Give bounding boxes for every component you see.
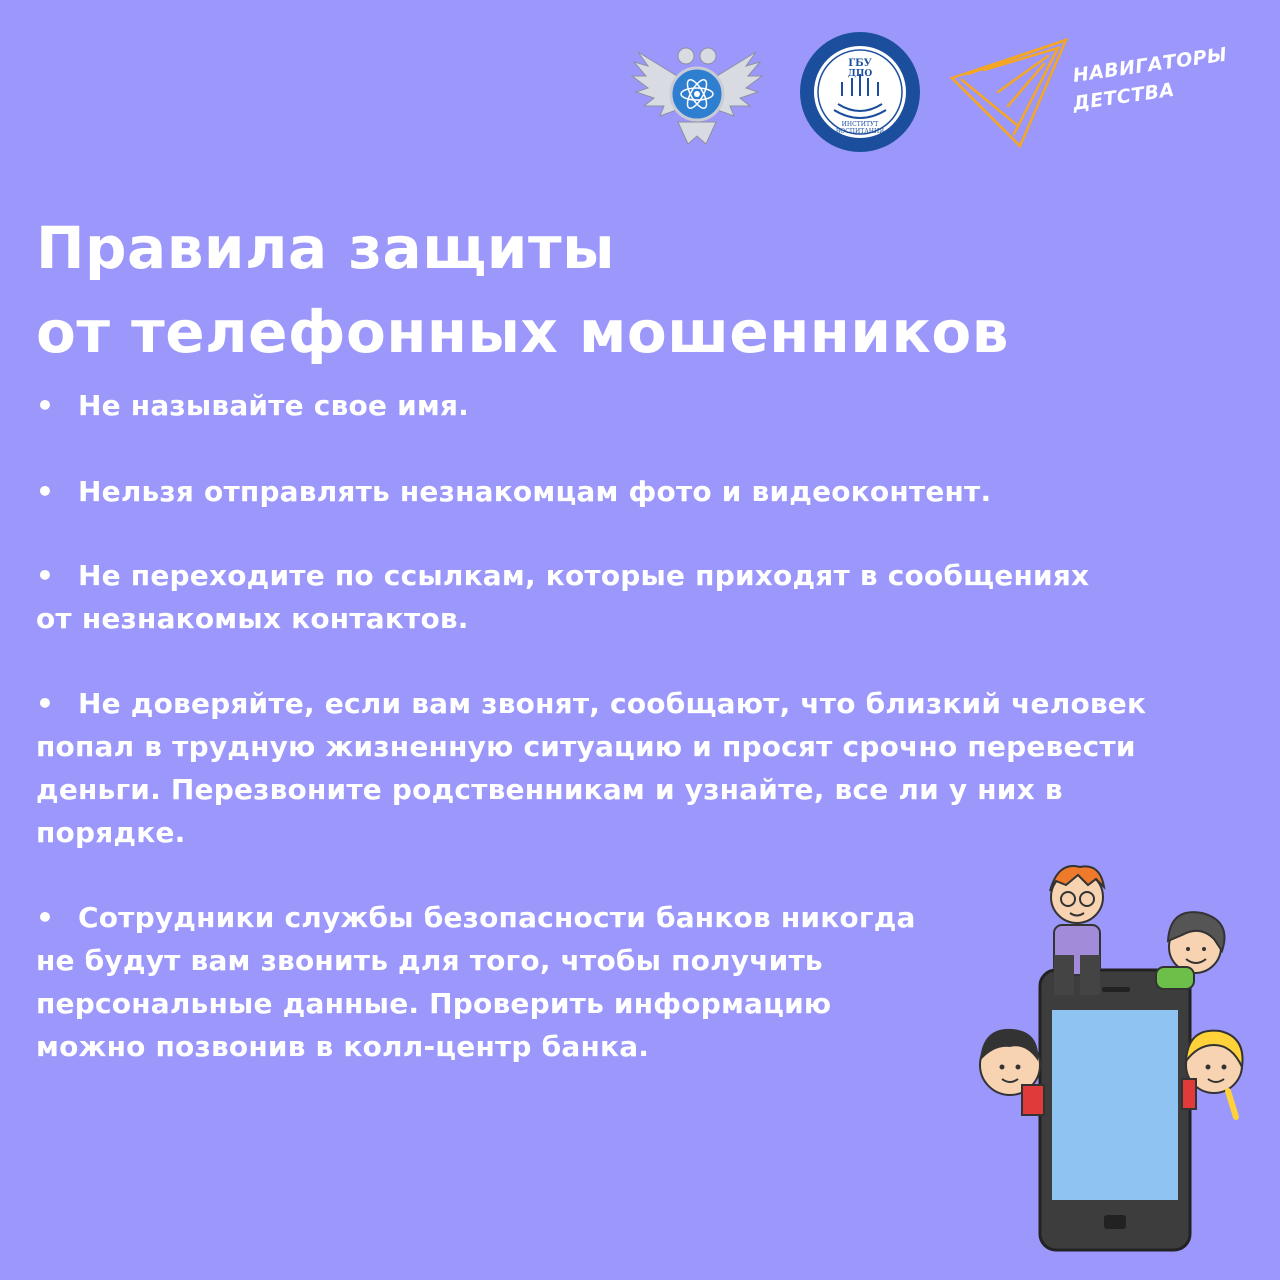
- rule-text: Сотрудники службы безопасности банков никогда не будут вам звонить для того, чтобы получить персональные данные. Проверить информацию можно позвонив в колл-центр банка.: [36, 901, 916, 1063]
- title-line-1: Правила защиты: [36, 214, 616, 282]
- bullet-icon: •: [36, 901, 55, 934]
- bullet-icon: •: [36, 687, 55, 720]
- rule-item: [36, 682, 1216, 854]
- svg-text:ИНСТИТУТ: ИНСТИТУТ: [841, 121, 879, 128]
- rule-item: [36, 554, 1096, 640]
- title-line-2: от телефонных мошенников: [36, 298, 1009, 366]
- paper-plane-icon: [948, 34, 1078, 152]
- rule-item: [36, 896, 936, 1068]
- svg-text:ГБУ: ГБУ: [848, 58, 872, 69]
- kids-with-phone-icon: [970, 855, 1260, 1255]
- rule-item: [36, 470, 1216, 513]
- navigators-logo-line2: ДЕТСТВА: [1071, 78, 1176, 115]
- rule-text: Не называйте свое имя.: [78, 389, 470, 422]
- rule-item: [36, 384, 1216, 427]
- bullet-icon: •: [36, 559, 55, 592]
- institute-seal-icon: [798, 30, 922, 154]
- svg-text:ДПО: ДПО: [847, 69, 873, 79]
- rule-text: Не доверяйте, если вам звонят, сообщают, что близкий человек попал в трудную жизненную ситуацию и просят срочно перевести деньги. Перезвоните родственникам и узнайте, все ли у них в порядке.: [36, 687, 1147, 849]
- bullet-icon: •: [36, 475, 55, 508]
- navigators-logo-line1: НАВИГАТОРЫ: [1071, 43, 1229, 87]
- eagle-emblem-icon: [630, 32, 764, 154]
- navigators-logo: [948, 34, 1248, 152]
- rule-text: Не переходите по ссылкам, которые приходят в сообщениях от незнакомых контактов.: [36, 559, 1090, 635]
- bullet-icon: •: [36, 389, 55, 422]
- header-logos: [620, 30, 1260, 160]
- rule-text: Нельзя отправлять незнакомцам фото и видеоконтент.: [78, 475, 992, 508]
- page-title: [36, 206, 1216, 374]
- svg-text:ВОСПИТАНИЯ: ВОСПИТАНИЯ: [835, 128, 885, 135]
